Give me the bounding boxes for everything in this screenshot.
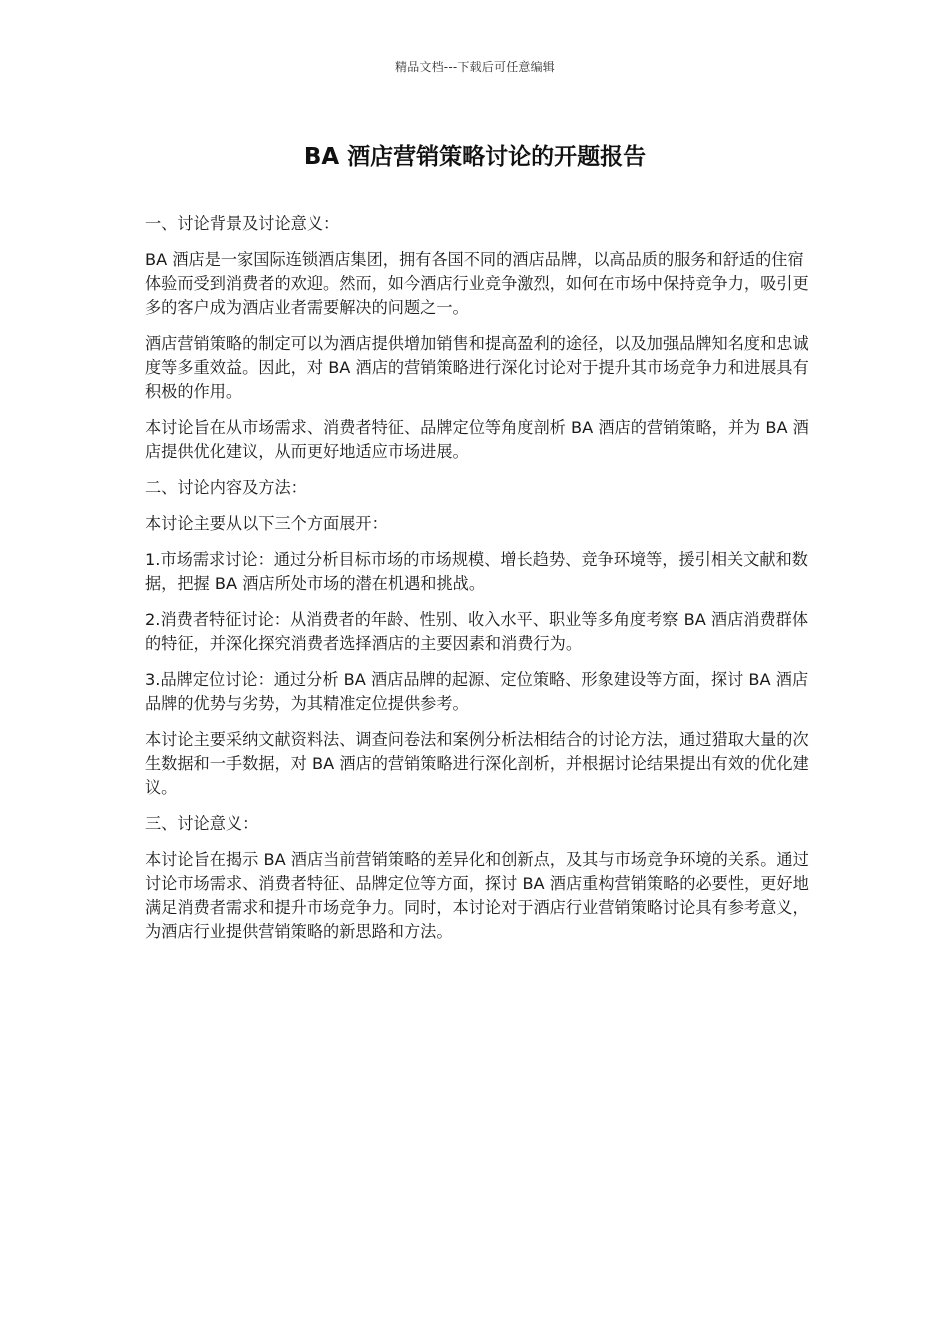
paragraph-intro: BA 酒店是一家国际连锁酒店集团，拥有各国不同的酒店品牌，以高品质的服务和舒适的住宿体验而受到消费者的欢迎。然而，如今酒店行业竞争激烈，如何在市场中保持竞争力，吸引更多的客户成为酒店业者需要解决的问题之一。 [145, 250, 809, 317]
list-item-consumer-features: 2.消费者特征讨论：从消费者的年龄、性别、收入水平、职业等多角度考察 BA 酒店消费群体的特征，并深化探究消费者选择酒店的主要因素和消费行为。 [145, 610, 809, 653]
section-heading-significance: 三、讨论意义： [145, 814, 259, 833]
paragraph-aim: 本讨论旨在从市场需求、消费者特征、品牌定位等角度剖析 BA 酒店的营销策略，并为 BA 酒店提供优化建议，从而更好地适应市场进展。 [145, 418, 809, 461]
header-note: 精品文档---下载后可任意编辑 [395, 60, 555, 74]
list-item-market-demand: 1.市场需求讨论：通过分析目标市场的市场规模、增长趋势、竞争环境等，援引相关文献和数据，把握 BA 酒店所处市场的潜在机遇和挑战。 [145, 550, 808, 593]
document-body [145, 212, 810, 956]
section-heading-background: 一、讨论背景及讨论意义： [145, 214, 340, 233]
paragraph-strategy-benefits: 酒店营销策略的制定可以为酒店提供增加销售和提高盈利的途径，以及加强品牌知名度和忠诚度等多重效益。因此，对 BA 酒店的营销策略进行深化讨论对于提升其市场竞争力和进展具有积极的作用。 [145, 334, 809, 401]
paragraph-methods: 本讨论主要采纳文献资料法、调查问卷法和案例分析法相结合的讨论方法，通过猎取大量的次生数据和一手数据，对 BA 酒店的营销策略进行深化剖析，并根据讨论结果提出有效的优化建议。 [145, 730, 809, 797]
paragraph-three-aspects: 本讨论主要从以下三个方面展开： [145, 514, 388, 533]
paragraph-significance: 本讨论旨在揭示 BA 酒店当前营销策略的差异化和创新点，及其与市场竞争环境的关系。通过讨论市场需求、消费者特征、品牌定位等方面，探讨 BA 酒店重构营销策略的必要性，更好地满足消费者需求和提升市场竞争力。同时，本讨论对于酒店行业营销策略讨论具有参考意义，为酒店行业提供营销策略的新思路和方法。 [145, 850, 809, 941]
list-item-brand-positioning: 3.品牌定位讨论：通过分析 BA 酒店品牌的起源、定位策略、形象建设等方面，探讨 BA 酒店品牌的优势与劣势，为其精准定位提供参考。 [145, 670, 809, 713]
document-title: BA 酒店营销策略讨论的开题报告 [303, 144, 647, 170]
section-heading-content-methods: 二、讨论内容及方法： [145, 478, 307, 497]
